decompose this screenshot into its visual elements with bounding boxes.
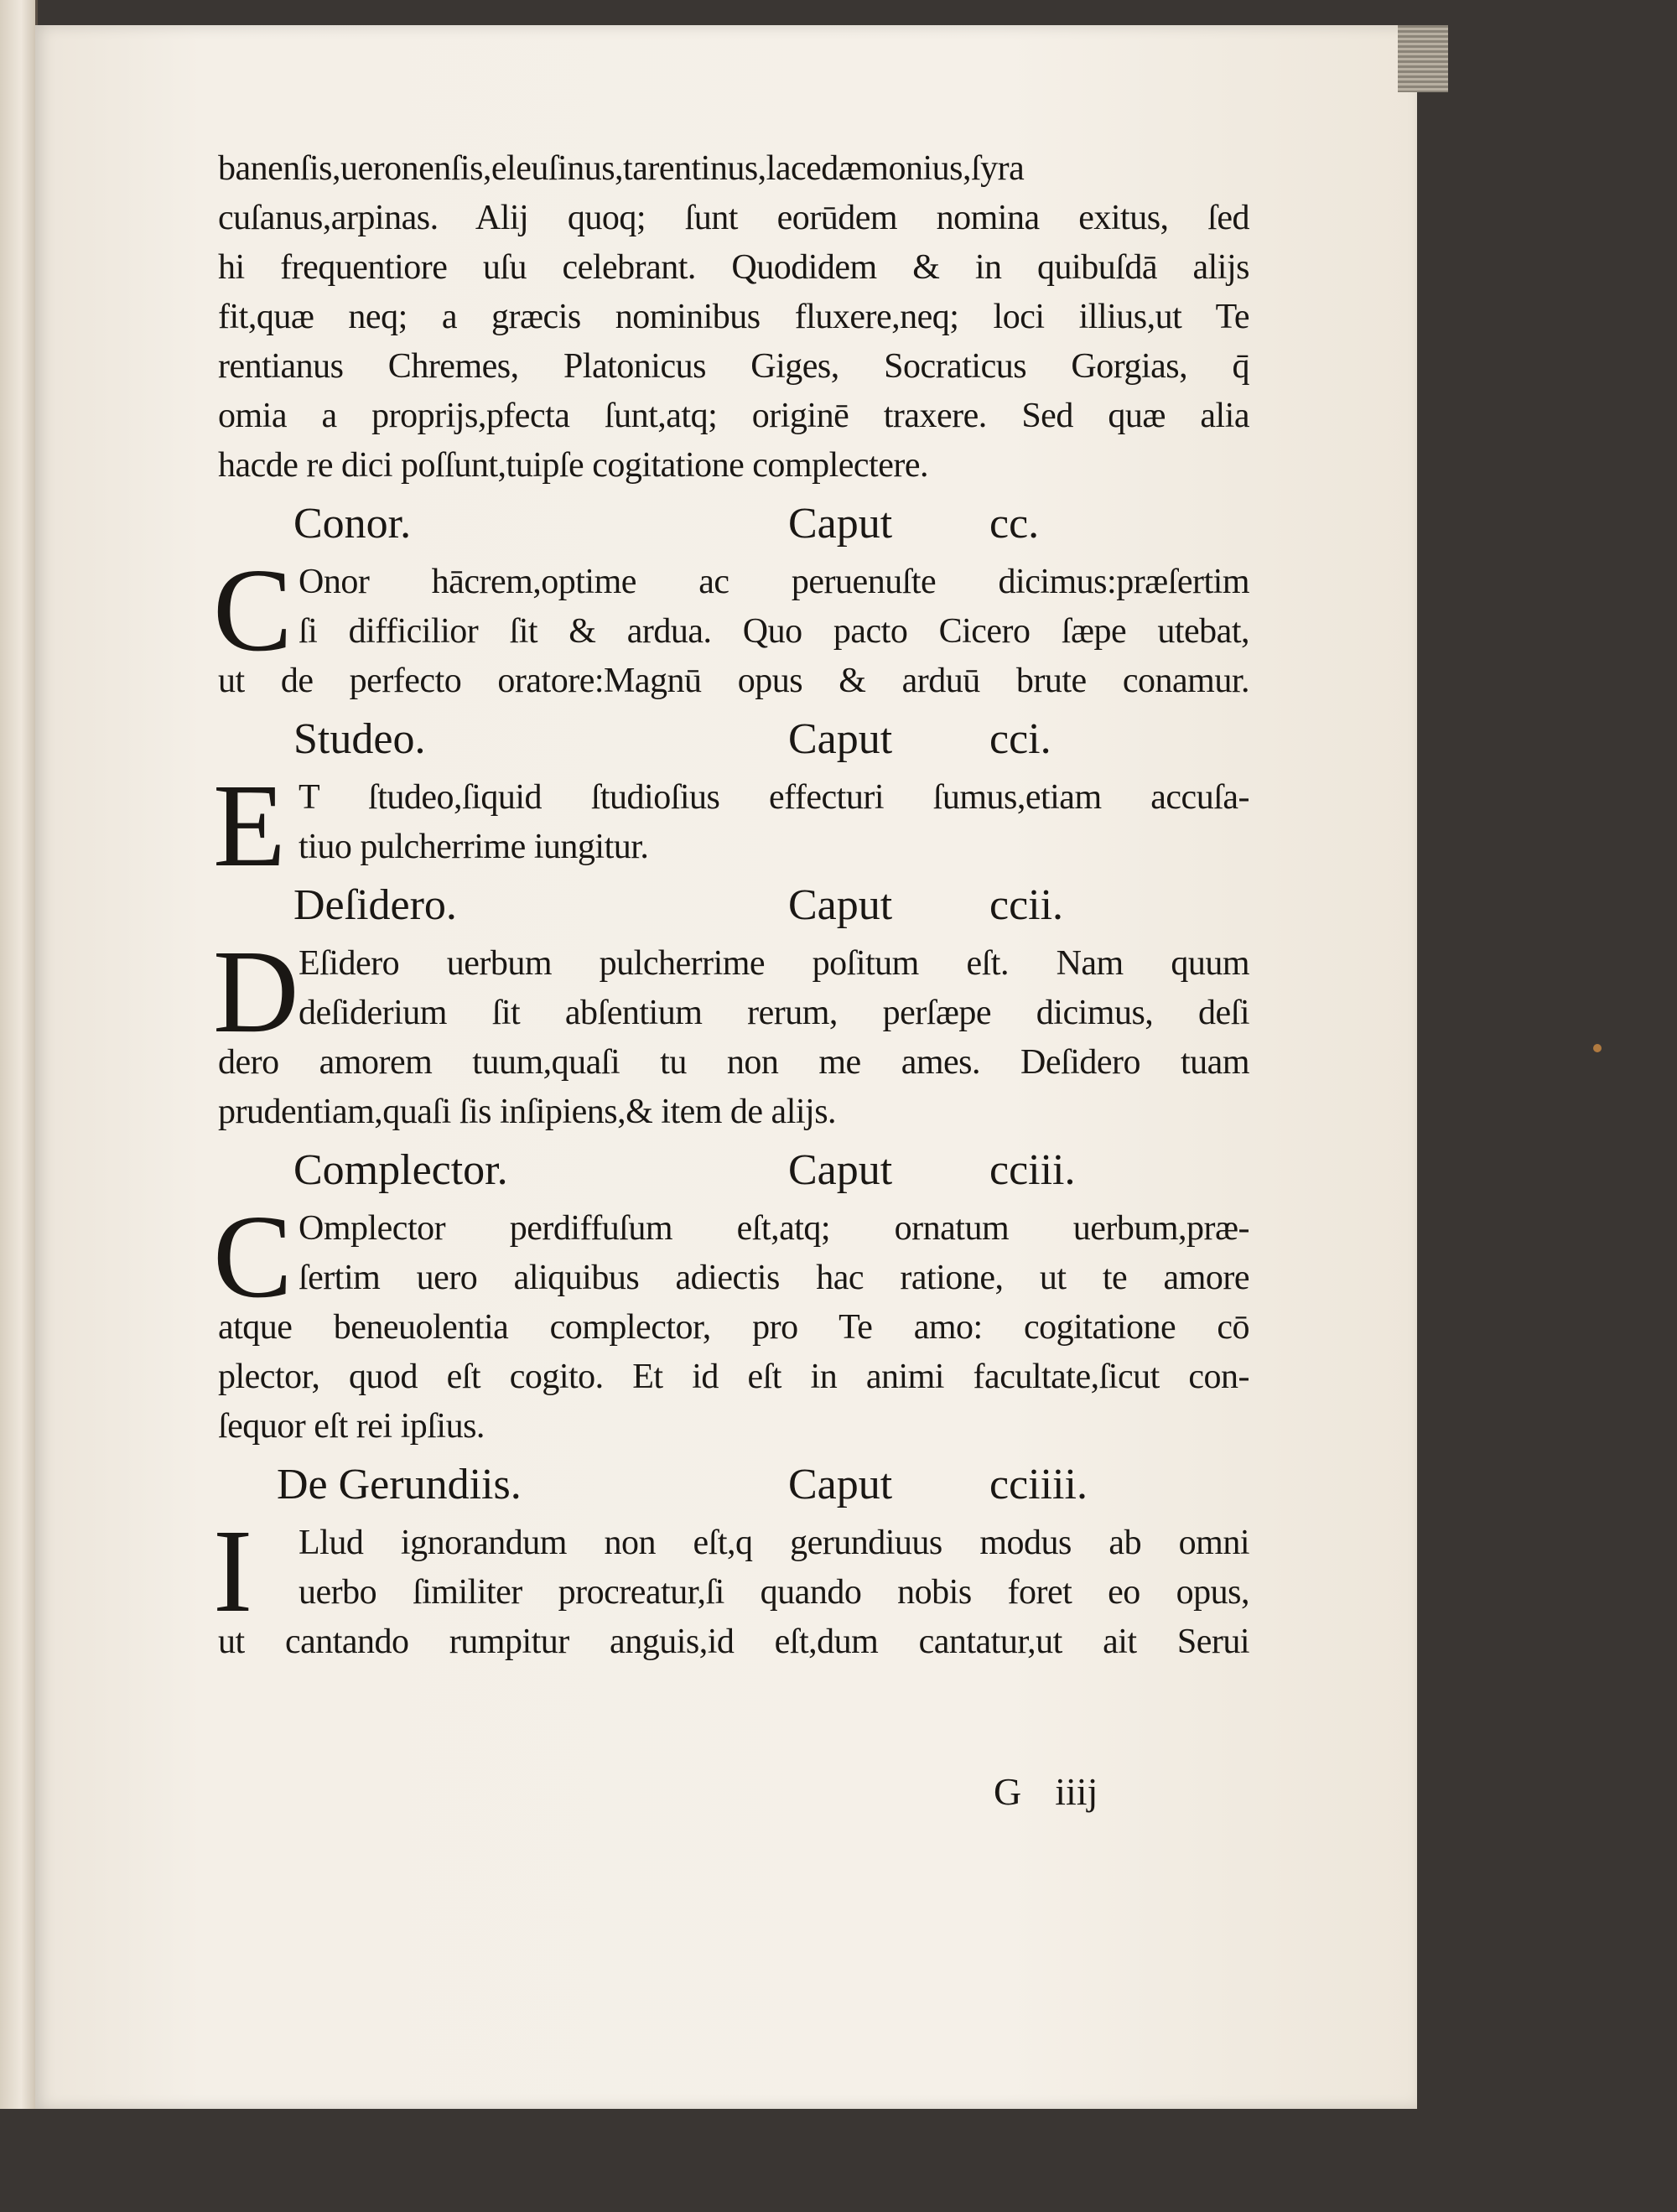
- text-line: banenſis,ueronenſis,eleuſinus,tarentinus,lacedæmonius,ſyra: [218, 149, 1025, 188]
- signature-letter: G: [994, 1770, 1022, 1813]
- text-line: deſiderium ſit abſentium rerum, perſæpe dicimus, deſi: [299, 994, 1249, 1032]
- text-line: prudentiam,quaſi ſis inſipiens,& item de alijs.: [218, 1093, 837, 1131]
- section-paragraph: [213, 1504, 1249, 1667]
- text-line: Llud ignorandum non eſt,q gerundiuus modus ab omni: [299, 1524, 1249, 1562]
- text-line: cuſanus,arpinas. Alij quoq; ſunt eorūdem nomina exitus, ſed: [218, 199, 1249, 237]
- section-heading: [218, 872, 1249, 939]
- heading-word: De Gerundiis.: [277, 1461, 522, 1508]
- text-line: ſi difficilior ſit & ardua. Quo pacto Cicero ſæpe utebat,: [299, 612, 1249, 651]
- drop-capital: E: [213, 759, 286, 891]
- opening-paragraph: [218, 144, 1249, 491]
- text-line: T ſtudeo,ſiquid ſtudioſius effecturi ſumus,etiam accuſa-: [299, 778, 1249, 817]
- text-line: Onor hācrem,optime ac peruenuſte dicimus:præſertim: [299, 563, 1249, 601]
- section-heading: [218, 491, 1249, 558]
- section-heading: [218, 1451, 1249, 1519]
- signature-mark: [994, 1769, 1098, 1814]
- drop-capital: I: [213, 1504, 253, 1637]
- signature-number: iiij: [1055, 1770, 1098, 1813]
- caput-number: cciii.: [989, 1146, 1076, 1194]
- caput-number: cciiii.: [989, 1461, 1088, 1508]
- text-line: rentianus Chremes, Platonicus Giges, Socraticus Gorgias, q̄: [218, 347, 1249, 386]
- page-stack-edge: [1398, 25, 1448, 92]
- text-line: ut cantando rumpitur anguis,id eſt,dum cantatur,ut ait Serui: [218, 1623, 1249, 1661]
- drop-capital: D: [213, 925, 299, 1057]
- caput-label: Caput: [788, 500, 893, 548]
- text-line: uerbo ſimiliter procreatur,ſi quando nobis foret eo opus,: [299, 1573, 1249, 1612]
- text-line: dero amorem tuum,quaſi tu non me ames. Deſidero tuam: [218, 1043, 1249, 1082]
- heading-word: Complector.: [293, 1146, 508, 1194]
- text-line: atque beneuolentia complector, pro Te amo: cogitatione cō: [218, 1308, 1249, 1347]
- caput-label: Caput: [788, 1461, 893, 1508]
- text-line: omia a proprijs,pfecta ſunt,atq; originē traxere. Sed quæ alia: [218, 397, 1249, 435]
- section-paragraph: [213, 1190, 1249, 1451]
- heading-word: Studeo.: [293, 715, 426, 763]
- text-line: fit,quæ neq; a græcis nominibus fluxere,neq; loci illius,ut Te: [218, 298, 1249, 336]
- text-line: ſertim uero aliquibus adiectis hac ratione, ut te amore: [299, 1259, 1249, 1297]
- text-line: ut de perfecto oratore:Magnū opus & arduū brute conamur.: [218, 662, 1249, 700]
- section-heading: [218, 1137, 1249, 1204]
- caput-number: cc.: [989, 500, 1040, 548]
- main-text: [213, 144, 1249, 1667]
- text-line: plector, quod eſt cogito. Et id eſt in animi facultate,ſicut con-: [218, 1358, 1249, 1396]
- drop-capital: C: [213, 1190, 293, 1322]
- text-line: Omplector perdiffuſum eſt,atq; ornatum uerbum,præ-: [299, 1209, 1249, 1248]
- heading-word: Conor.: [293, 500, 412, 548]
- text-line: hacde re dici poſſunt,tuipſe cogitatione complectere.: [218, 446, 928, 485]
- section-paragraph: [213, 543, 1249, 706]
- ink-spot: [1593, 1044, 1602, 1052]
- heading-word: Deſidero.: [293, 881, 457, 929]
- section-paragraph: [213, 925, 1249, 1137]
- text-line: ſequor eſt rei ipſius.: [218, 1407, 485, 1446]
- section-paragraph: [213, 759, 1249, 891]
- caput-number: ccii.: [989, 881, 1064, 929]
- caput-label: Caput: [788, 715, 893, 763]
- facing-page-edge: [0, 0, 38, 2109]
- section-heading: [218, 706, 1249, 773]
- text-line: Eſidero uerbum pulcherrime poſitum eſt. Nam quum: [299, 944, 1249, 983]
- drop-capital: C: [213, 543, 293, 676]
- caput-number: cci.: [989, 715, 1051, 763]
- text-line: tiuo pulcherrime iungitur.: [299, 828, 649, 866]
- caput-label: Caput: [788, 1146, 893, 1194]
- caput-label: Caput: [788, 881, 893, 929]
- text-line: hi frequentiore uſu celebrant. Quodidem & in quibuſdā alijs: [218, 248, 1249, 287]
